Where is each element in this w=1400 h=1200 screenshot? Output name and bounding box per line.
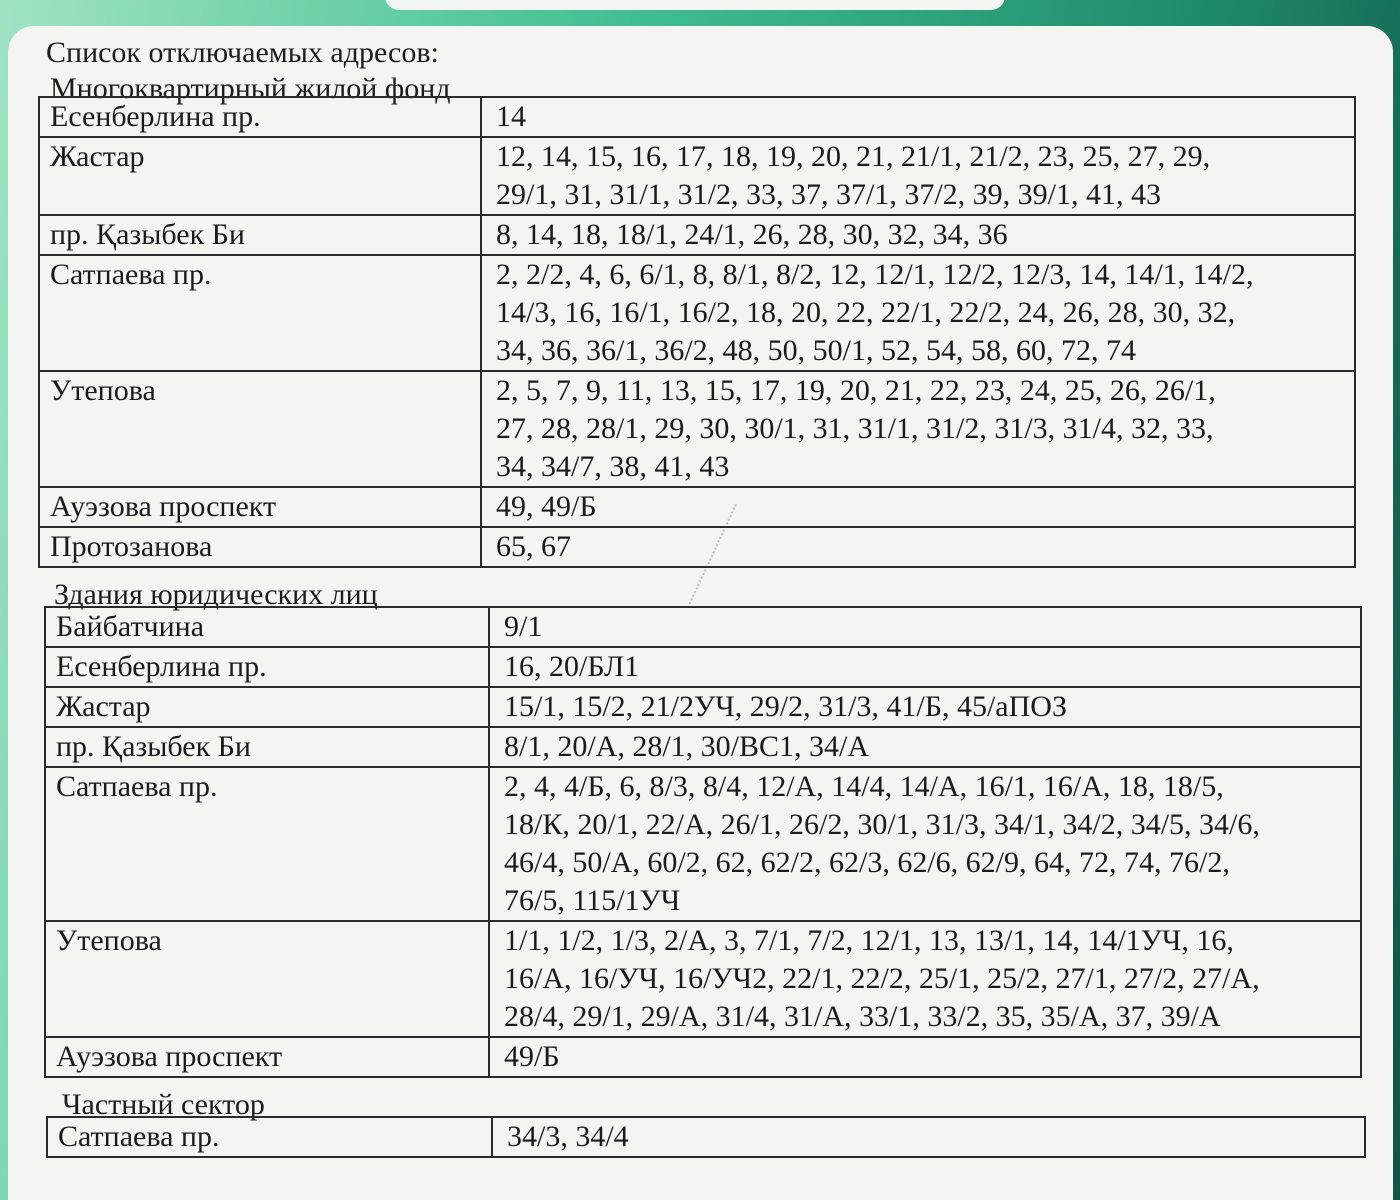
section-heading-private: Частный сектор (62, 1088, 265, 1121)
numbers-cell: 2, 4, 4/Б, 6, 8/3, 8/4, 12/А, 14/4, 14/А, 16/1, 16/А, 18, 18/5, 18/К, 20/1, 22/А, 26/1, 26/2, 30/1, 31/3, 34/1, 34/2, 34/5, 34/6, 46/4, 50/А, 60/2, 62, 62/2, 62/3, 62/6, 62/9, 64, 72, 74, 76/2, 76/5, 115/1УЧ (489, 767, 1361, 921)
numbers-cell: 34/3, 34/4 (492, 1117, 1365, 1157)
table-row (45, 727, 1361, 767)
street-cell: Сатпаева пр. (45, 767, 489, 921)
street-cell: Есенберлина пр. (45, 647, 489, 687)
numbers-cell: 8, 14, 18, 18/1, 24/1, 26, 28, 30, 32, 34, 36 (481, 215, 1355, 255)
numbers-cell: 1/1, 1/2, 1/3, 2/А, 3, 7/1, 7/2, 12/1, 13, 13/1, 14, 14/1УЧ, 16, 16/А, 16/УЧ, 16/УЧ2, 22/1, 22/2, 25/1, 25/2, 27/1, 27/2, 27/А, 28/4, 29/1, 29/А, 31/4, 31/А, 33/1, 33/2, 35, 35/А, 37, 39/А (489, 921, 1361, 1037)
top-tab-decoration (385, 0, 1005, 10)
table-row (39, 215, 1355, 255)
street-cell: Протозанова (39, 527, 481, 567)
legal-entities-address-table (44, 606, 1362, 1078)
table-row (39, 527, 1355, 567)
table-row (39, 255, 1355, 371)
numbers-cell: 2, 2/2, 4, 6, 6/1, 8, 8/1, 8/2, 12, 12/1, 12/2, 12/3, 14, 14/1, 14/2, 14/3, 16, 16/1, 16/2, 18, 20, 22, 22/1, 22/2, 24, 26, 28, 30, 32, 34, 36, 36/1, 36/2, 48, 50, 50/1, 52, 54, 58, 60, 72, 74 (481, 255, 1355, 371)
section-heading-legal: Здания юридических лиц (54, 578, 378, 611)
street-cell: пр. Қазыбек Би (39, 215, 481, 255)
street-cell: Ауэзова проспект (39, 487, 481, 527)
table-row (45, 921, 1361, 1037)
table-row (45, 687, 1361, 727)
table-row (47, 1117, 1365, 1157)
numbers-cell: 65, 67 (481, 527, 1355, 567)
residential-address-table (38, 96, 1356, 568)
numbers-cell: 14 (481, 97, 1355, 137)
street-cell: Жастар (39, 137, 481, 215)
numbers-cell: 9/1 (489, 607, 1361, 647)
street-cell: Жастар (45, 687, 489, 727)
street-cell: Утепова (39, 371, 481, 487)
table-row (39, 97, 1355, 137)
street-cell: Есенберлина пр. (39, 97, 481, 137)
numbers-cell: 8/1, 20/А, 28/1, 30/ВС1, 34/А (489, 727, 1361, 767)
street-cell: Сатпаева пр. (47, 1117, 492, 1157)
table-row (45, 767, 1361, 921)
table-row (45, 607, 1361, 647)
table-row (45, 647, 1361, 687)
table-row (39, 137, 1355, 215)
numbers-cell: 16, 20/БЛ1 (489, 647, 1361, 687)
table-row (39, 487, 1355, 527)
street-cell: Утепова (45, 921, 489, 1037)
document-title: Список отключаемых адресов: (46, 36, 439, 69)
numbers-cell: 49, 49/Б (481, 487, 1355, 527)
numbers-cell: 49/Б (489, 1037, 1361, 1077)
street-cell: Сатпаева пр. (39, 255, 481, 371)
numbers-cell: 12, 14, 15, 16, 17, 18, 19, 20, 21, 21/1, 21/2, 23, 25, 27, 29, 29/1, 31, 31/1, 31/2, 33, 37, 37/1, 37/2, 39, 39/1, 41, 43 (481, 137, 1355, 215)
table-row (39, 371, 1355, 487)
street-cell: пр. Қазыбек Би (45, 727, 489, 767)
street-cell: Ауэзова проспект (45, 1037, 489, 1077)
street-cell: Байбатчина (45, 607, 489, 647)
private-sector-address-table (46, 1116, 1366, 1158)
numbers-cell: 2, 5, 7, 9, 11, 13, 15, 17, 19, 20, 21, 22, 23, 24, 25, 26, 26/1, 27, 28, 28/1, 29, 30, 30/1, 31, 31/1, 31/2, 31/3, 31/4, 32, 33, 34, 34/7, 38, 41, 43 (481, 371, 1355, 487)
table-row (45, 1037, 1361, 1077)
section-heading-residential: Многоквартирный жилой фонд (50, 72, 451, 105)
document-page (8, 26, 1393, 1200)
numbers-cell: 15/1, 15/2, 21/2УЧ, 29/2, 31/3, 41/Б, 45/аПОЗ (489, 687, 1361, 727)
